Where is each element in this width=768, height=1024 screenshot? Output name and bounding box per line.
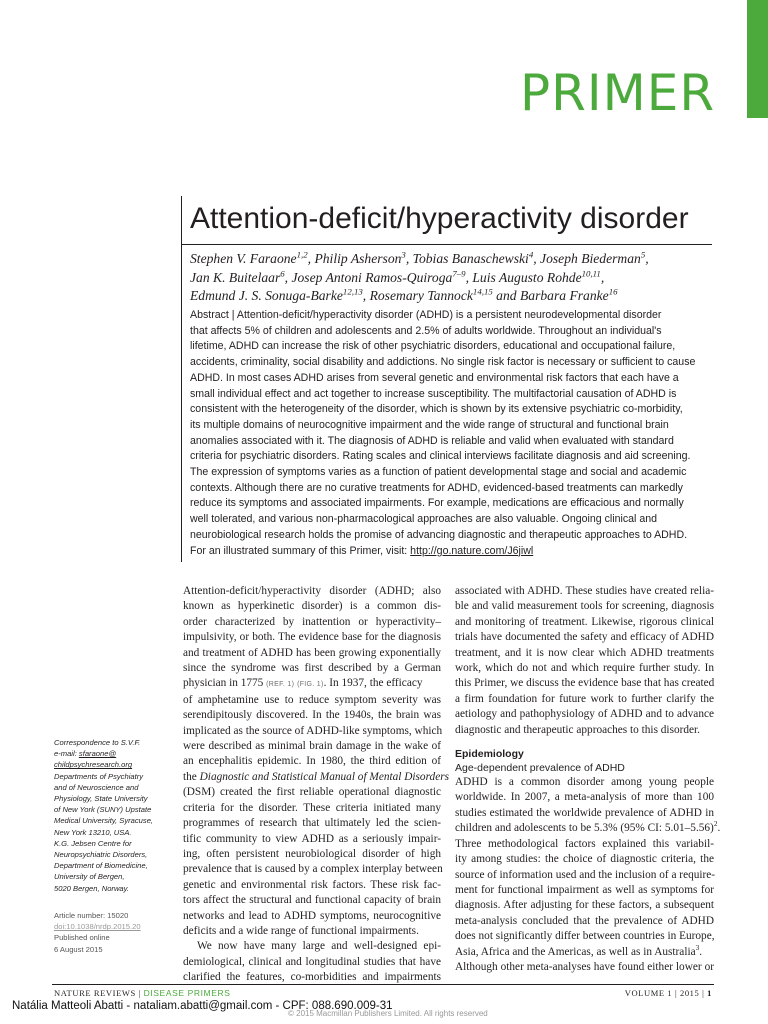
body-line: deficits and a wide range of functional impairments. (183, 924, 419, 937)
volume-info: VOLUME 1 | 2015 | (624, 988, 708, 998)
body-line: diagnostic and therapeutic approaches to this disorder. (455, 723, 701, 736)
body-line: this Primer, we discuss the evidence base that has created (455, 677, 715, 690)
published-label: Published online (54, 933, 110, 943)
email-link-continued[interactable]: childpsychresearch.org (54, 760, 133, 770)
section-spacer (455, 738, 714, 747)
email-link[interactable]: sfaraone@ (78, 749, 117, 759)
body-line: serendipitously discovered. In the 1940s, the brain was (183, 709, 441, 722)
body-column-right (455, 584, 721, 975)
body-line: Attention-deficit/hyperactivity disorder (ADHD; also (183, 585, 441, 597)
abstract-line: Abstract | Attention-deficit/hyperactivity disorder (ADHD) is a persistent neurodevelopmental disorder (190, 309, 662, 321)
body-line: Asia, Africa and the Americas, as well as in Australia$^3$. (455, 942, 703, 958)
body-line: studies estimated the worldwide prevalence of ADHD in (455, 806, 714, 819)
body-line: demiological, clinical and longitudinal studies that have (183, 955, 441, 968)
body-line: treatment, and it is now clear which ADHD treatments (455, 646, 714, 659)
subsection-heading: Age-dependent prevalence of ADHD (455, 762, 625, 775)
body-line: known as hyperkinetic disorder) is a common dis- (183, 600, 441, 613)
sidebar-line (54, 748, 174, 759)
body-line: since the syndrome was first described by a German (183, 662, 441, 675)
reference-link[interactable]: (REF. 1) (266, 681, 295, 689)
abstract-line: anomalies associated with it. The diagnosis of ADHD is reliable and valid when evaluated with standard (190, 434, 674, 447)
body-line: a firm foundation for future work to further clarify the (455, 692, 714, 705)
sidebar-line: Correspondence to S.V.F. (54, 738, 141, 747)
author-line: Edmund J. S. Sonuga-Barke$^{12,13}$, Rosemary Tannock$^{14,15}$ and Barbara Franke$^{16}$ (190, 286, 618, 303)
body-line: tors affect the structural and functional capacity of brain (183, 894, 441, 907)
abstract-line: reduce its symptoms and associated impairments. For example, medications are efficacious and normally (190, 497, 684, 510)
figure-link[interactable]: (FIG. 1) (297, 681, 324, 689)
doi-link[interactable]: doi:10.1038/nrdp.2015.20 (54, 922, 141, 932)
body-line: tific community to view ADHD as a seriously impair- (183, 832, 441, 845)
body-line: and treatment of ADHD has been growing exponentially (183, 646, 441, 659)
footer-journal (54, 988, 231, 998)
body-line: ing, often persistent neurobiological disorder of high (183, 847, 441, 860)
body-column-left (183, 584, 449, 986)
body-line (183, 676, 441, 692)
body-line: meta-analysis concluded that the prevalence of ADHD (455, 914, 714, 927)
body-line: networks and lead to ADHD symptoms, neurocognitive (183, 909, 441, 922)
abstract-line: that affects 5% of children and adolescents and 2.5% of adults worldwide. Throughout an individual's (190, 324, 662, 337)
body-line: does not significantly differ between countries in Europe, (455, 930, 715, 943)
body-line (183, 770, 449, 785)
abstract-line: well tolerated, and various non-pharmacological approaches are also valuable. Ongoing clinical and (190, 513, 657, 526)
body-line: implicated as the source of ADHD-like symptoms, which (183, 724, 443, 737)
article-title: Attention-deficit/hyperactivity disorder (190, 202, 689, 235)
sidebar-line: New York 13210, USA. (54, 827, 132, 837)
body-text: . In 1937, the efficacy (323, 677, 423, 690)
body-line: associated with ADHD. These studies have created relia- (455, 585, 714, 597)
body-line: were described as minimal brain damage in the wake of (183, 740, 441, 753)
body-line: Three methodological factors explained this variabil- (455, 837, 714, 850)
abstract-line: consistent with the heterogeneity of the disorder, which is shown by its extensive psychiatric co-morbidity, (190, 403, 683, 416)
abstract-summary-prefix: For an illustrated summary of this Primer, visit: (190, 544, 411, 557)
copyright-notice: © 2015 Macmillan Publishers Limited. All rights reserved (288, 1009, 488, 1018)
journal-series: DISEASE PRIMERS (143, 988, 231, 998)
body-line: Although other meta-analyses have found either lower or (455, 960, 714, 973)
footer-rule (52, 984, 714, 985)
body-line: programmes of research that ultimately led the scien- (183, 817, 441, 830)
article-meta (54, 910, 174, 955)
email-label: e-mail: (54, 749, 79, 759)
body-line: (DSM) created the first reliable operational diagnostic (183, 786, 441, 799)
section-heading: Epidemiology (455, 748, 524, 761)
published-date: 6 August 2015 (54, 944, 103, 954)
article-number: Article number: 15020 (54, 911, 129, 920)
abstract-line: accidents, criminality, social disability and addictions. No single risk factor is necessary or sufficient to cause (190, 356, 696, 369)
body-line: diagnosis. After adjusting for these factors, a subsequent (455, 899, 714, 912)
body-line: trials have documented the safety and efficacy of ADHD (455, 631, 714, 644)
abstract (190, 308, 715, 559)
abstract-line: ADHD. In most cases ADHD arises from several genetic and environmental risk factors that each have a (190, 371, 679, 384)
footer-volume (625, 988, 712, 998)
body-line: ment for functional impairment as well as symptoms for (455, 883, 714, 896)
body-line: an encephalitis epidemic. In 1980, the third edition of (183, 755, 441, 768)
sidebar-line: Medical University, Syracuse, (54, 816, 154, 826)
body-line: work, which do not and which require further study. In (455, 662, 714, 675)
abstract-line: its multiple domains of neurocognitive impairment and the wide range of structural and functional brain (190, 418, 669, 431)
body-line: aetiology and pathophysiology of ADHD and to advance (455, 708, 714, 721)
body-line: criteria for the disorder. These criteria initiated many (183, 801, 441, 814)
summary-link[interactable]: http://go.nature.com/J6jiwl (410, 544, 534, 557)
personal-watermark: Natália Matteoli Abatti - nataliam.abatti@gmail.com - CPF: 088.690.009-31 (12, 1000, 393, 1012)
body-line: order characterized by inattention or hyperactivity– (183, 615, 441, 628)
sidebar-line: University of Bergen, (54, 872, 125, 882)
page-number: 1 (707, 988, 712, 998)
body-line: children and adolescents to be 5.3% (95% CI: 5.01–5.56)$^2$. (455, 819, 721, 835)
body-line: clarified the features, co-morbidities and impairments (183, 971, 441, 984)
title-rule (181, 244, 712, 245)
body-line: and monitoring of treatment. Likewise, rigorous clinical (455, 615, 714, 628)
green-accent-bar (747, 0, 768, 118)
sidebar-line: Departments of Psychiatry (54, 771, 144, 781)
body-line: We now have many large and well-designed epi- (197, 940, 441, 953)
sidebar-line: and of Neuroscience and (54, 782, 139, 792)
correspondence-sidebar (54, 737, 174, 894)
sidebar-line: Neuropsychiatric Disorders, (54, 850, 148, 860)
abstract-line: The expression of symptoms varies as a function of patient developmental stage and social and academic (190, 466, 687, 479)
sidebar-line: 5020 Bergen, Norway. (54, 883, 129, 893)
body-line: ble and valid measurement tools for screening, diagnosis (455, 600, 714, 613)
body-line: of amphetamine use to reduce symptom severity was (183, 693, 441, 706)
abstract-line: contexts. Although there are no curative treatments for ADHD, evidenced-based treatments can markedly (190, 481, 683, 494)
body-line: ADHD is a common disorder among young people (455, 776, 714, 789)
author-line: Stephen V. Faraone$^{1,2}$, Philip Asherson$^3$, Tobias Banaschewski$^4$, Joseph Biederman$^5$, (190, 249, 649, 266)
title-vertical-rule (181, 196, 182, 562)
body-line: prevalence that is caused by a complex interplay between (183, 863, 443, 876)
body-line: genetic and environmental risk factors. These risk fac- (183, 878, 441, 891)
dsm-title: Diagnostic and Statistical Manual of Mental Disorders (199, 770, 449, 783)
body-line: source of information used and the inclusion of a require- (455, 868, 716, 881)
body-line: ity among studies: the choice of diagnostic criteria, the (455, 853, 714, 866)
body-text: physician in 1775 (183, 677, 267, 690)
author-line: Jan K. Buitelaar$^6$, Josep Antoni Ramos-Quiroga$^{7-9}$, Luis Augusto Rohde$^{10,11}$, (190, 267, 605, 285)
abstract-line: criteria for psychiatric disorders. Rating scales and clinical interviews facilitate diagnosis and aid screening. (190, 450, 691, 463)
sidebar-line: Physiology, State University (54, 794, 148, 804)
sidebar-line: K.G. Jebsen Centre for (54, 838, 132, 848)
abstract-line: lifetime, ADHD can increase the risk of other psychiatric disorders, educational and occupational failure, (190, 340, 676, 353)
body-line: worldwide. In 2007, a meta-analysis of more than 100 (455, 791, 714, 804)
section-label: PRIMER (520, 64, 716, 122)
body-text: the (183, 770, 200, 783)
sidebar-line: Department of Biomedicine, (54, 861, 148, 871)
abstract-line: neurobiological research holds the promise of advancing diagnostic and therapeutic approaches to ADHD. (190, 528, 688, 541)
sidebar-line: of New York (SUNY) Upstate (54, 805, 152, 815)
abstract-line: small individual effect and act together to increase susceptibility. The multifactorial causation of ADHD is (190, 387, 677, 400)
abstract-line (190, 544, 715, 560)
author-list (190, 250, 715, 306)
body-line: impulsivity, or both. The evidence base for the diagnosis (183, 631, 441, 644)
journal-name: NATURE REVIEWS | (54, 988, 144, 998)
